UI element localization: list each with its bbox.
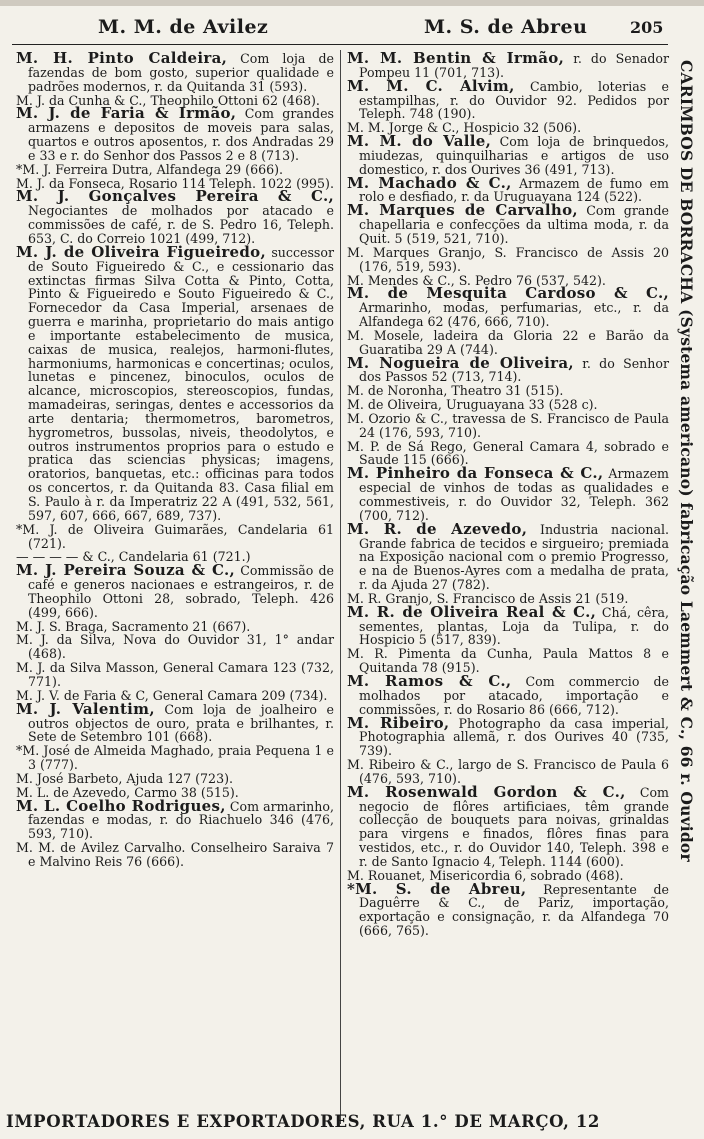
entry-name: M. Ramos & C., bbox=[347, 671, 512, 690]
directory-entry bbox=[347, 132, 669, 177]
entry-name: M. R. Pimenta da Cunha, bbox=[347, 646, 533, 662]
directory-entry bbox=[16, 841, 334, 869]
directory-entry bbox=[347, 329, 669, 357]
entry-details: Com negocio de flôres artificiaes, têm grande collecção de bouquets para noivas, grinaldas para virgens e finados, flôres finas para vestidos, etc., r. do Ouvidor 140, Teleph. 398 e r. de Santo Ignacio 4, Teleph. 1144 (600). bbox=[359, 784, 669, 869]
entry-details: Com grande chapellaria e confecções da ultima moda, r. da Quit. 5 (519, 521, 710). bbox=[359, 203, 670, 246]
right-column bbox=[347, 49, 670, 939]
entry-details: Negociantes de molhados por atacado e commissões de café, r. de S. Pedro 16, Teleph. 653, C. do Correio 1021 (499, 712). bbox=[28, 203, 334, 246]
column-divider bbox=[340, 50, 341, 1124]
entry-details: r. do Senador Pompeu 11 (701, 713). bbox=[359, 51, 670, 80]
entry-name: M. Ozorio & C., bbox=[347, 410, 448, 426]
directory-entry bbox=[347, 76, 669, 122]
entry-details: S. Pedro 76 (537, 542). bbox=[454, 272, 606, 288]
entry-details: Com loja de fazendas de bom gosto, superior qualidade e padrões modernos, r. da Quitanda 31 (593). bbox=[28, 51, 334, 94]
entry-name: M. Rosenwald Gordon & C., bbox=[347, 782, 626, 801]
entry-details: General Camara 209 (734). bbox=[148, 687, 328, 703]
entry-name: *M. J. Ferreira Dutra, bbox=[16, 161, 153, 177]
entry-details: S. Francisco de Assis 21 (519. bbox=[432, 590, 629, 606]
entry-details: Cambio, loterias e estampilhas, r. do Ouvidor 92. Pedidos por Teleph. 748 (190). bbox=[359, 78, 669, 122]
page-header bbox=[0, 8, 670, 44]
directory-entry bbox=[347, 384, 669, 398]
entry-details: Misericordia 6, sobrado (468). bbox=[425, 867, 624, 883]
entry-name: M. Ribeiro, bbox=[347, 713, 450, 732]
directory-entry bbox=[347, 519, 669, 593]
directory-entry bbox=[16, 523, 334, 551]
entry-details: Armazem especial de vinhos de todas as qualidades e commestiveis, r. do Ouvidor 32, Teleph. 362 (700, 712). bbox=[359, 466, 669, 523]
entry-name: M. H. Pinto Caldeira, bbox=[16, 49, 228, 67]
entry-details: Theophilo Ottoni 62 (468). bbox=[146, 92, 320, 108]
entry-details: Com loja de brinquedos, miudezas, quinquilharias e artigos de uso domestico, r. dos Ourives 36 (491, 713). bbox=[359, 134, 669, 177]
entry-name: M. L. Coelho Rodrigues, bbox=[16, 796, 226, 815]
directory-entry bbox=[347, 49, 670, 80]
directory-entry bbox=[16, 744, 334, 772]
directory-entry bbox=[347, 412, 669, 440]
header-right: M. S. de Abreu bbox=[424, 16, 588, 38]
header-left: M. M. de Avilez bbox=[98, 16, 269, 38]
directory-entry bbox=[16, 661, 334, 689]
entry-name: M. Pinheiro da Fonseca & C., bbox=[347, 464, 604, 483]
entry-name: *M. S. de Abreu, bbox=[347, 879, 527, 898]
entry-name: M. J. Valentim, bbox=[16, 699, 155, 718]
directory-entry bbox=[347, 671, 669, 717]
entry-name: M. Mosele, bbox=[347, 327, 424, 343]
entry-name: M. J. de Faria & Irmão, bbox=[16, 104, 237, 123]
entry-name: M. Mendes & C., bbox=[347, 272, 455, 288]
entry-name: M. J. da Cunha & C., bbox=[16, 92, 147, 108]
entry-name: M. R. de Azevedo, bbox=[347, 519, 528, 538]
entry-name: M. J. S. Braga, bbox=[16, 618, 108, 634]
entry-details: Paula Mattos 8 e Quitanda 78 (915). bbox=[359, 646, 669, 676]
directory-entry bbox=[16, 163, 334, 177]
entry-details: Uruguayana 33 (528 c). bbox=[441, 397, 598, 413]
entry-name: M. M. de Avilez Carvalho. bbox=[16, 840, 186, 856]
top-edge bbox=[0, 0, 704, 6]
directory-entry bbox=[16, 49, 334, 94]
directory-entry bbox=[347, 173, 669, 205]
entry-name: M. J. Pereira Souza & C., bbox=[16, 561, 236, 580]
entry-details: Hospicio 32 (506). bbox=[459, 120, 582, 136]
directory-entry bbox=[16, 104, 334, 163]
page-number: 205 bbox=[630, 18, 664, 37]
entry-details: successor de Souto Figueiredo & C., e cessionario das extinctas firmas Silva Cotta & Pinto, Cotta, Pinto & Figueiredo e Souto Figueiredo & C., Fornecedor da Casa Imperial, arsenaes de guerra e marinha, proprietario do mais antigo e importante estabelecimento de musica, caixas de musica, realejos, harmoni-flutes, harmoniums, harmonicas e concertinas; oculos, lunetas e pincenez, binoculos, oculos de alcance, microscopios, stereoscopios, fundas, mamadeiras, seringas, dentes e accessorios da arte dentaria; thermometros, barometros, hygrometros, bussolas, niveis, theodolytos, e outros instrumentos proprios para o estudo e pratica das sciencias physicas; imagens, oratorios, banquetas, etc.: officinas para todos os concertos, r. da Quitanda 83. Casa filial em S. Paulo à r. da Imperatriz 22 A (491, 532, 561, 597, 607, 666, 667, 689, 737). bbox=[28, 244, 334, 523]
directory-entry bbox=[347, 758, 669, 786]
directory-entry bbox=[16, 620, 334, 634]
entry-name: M. L. de Azevedo, bbox=[16, 784, 131, 800]
entry-details: praia Pequena 1 e 3 (777). bbox=[28, 743, 334, 773]
entry-name: M. J. da Silva Masson, bbox=[16, 660, 159, 676]
directory-entry bbox=[16, 699, 334, 745]
entry-name: M. R. Granjo, bbox=[347, 590, 433, 606]
entry-details: Com grandes armazens e depositos de moveis para salas, quartos e outros aposentos, r. dos Andradas 29 e 33 e r. do Senhor dos Passos 2 e 8 (713). bbox=[28, 106, 334, 163]
entry-details: Armazem de fumo em rolo e desfiado, r. da Uruguayana 124 (522). bbox=[359, 175, 669, 205]
entry-details: Rosario 114 Teleph. 1022 (995). bbox=[124, 175, 334, 191]
entry-name: M. P. de Sá Rego, bbox=[347, 438, 467, 454]
entry-details: Alfandega 29 (666). bbox=[152, 161, 284, 177]
directory-entry bbox=[347, 602, 669, 648]
entry-details: Conselheiro Saraiva 7 e Malvino Reis 76 (666). bbox=[28, 840, 334, 869]
entry-details: Sacramento 21 (667). bbox=[107, 618, 251, 634]
entry-name: M. Marques de Carvalho, bbox=[347, 201, 578, 220]
directory-entry bbox=[347, 353, 670, 385]
entry-details: Armarinho, modas, perfumarias, etc., r. da Alfandega 62 (476, 666, 710). bbox=[359, 300, 669, 330]
entry-details: travessa de S. Francisco de Paula 24 (176, 593, 710). bbox=[359, 410, 669, 440]
entry-details: Industria nacional. Grande fabrica de tecidos e sirgueiro; premiada na Exposição nacional com o premio Progresso, e na de Buenos-Ayres com a medalha de prata, r. da Ajuda 27 (782). bbox=[359, 521, 669, 593]
directory-entry bbox=[347, 440, 669, 468]
entry-name: — — — — & C., bbox=[16, 549, 115, 565]
entry-details: Theatro 31 (515). bbox=[447, 383, 564, 399]
entry-details: Representante de Daguêrre & C., de Pariz, importação, exportação e consignação, r. da Alfandega 70 (666, 765). bbox=[359, 881, 670, 939]
entry-name: M. de Noronha, bbox=[347, 383, 448, 399]
entry-name: M. Nogueira de Oliveira, bbox=[347, 353, 574, 372]
entry-details: Com commercio de molhados por atacado, importação e commissões, r. do Rosario 86 (666, 712). bbox=[359, 673, 669, 717]
header-rule bbox=[12, 44, 668, 45]
entry-details: r. do Senhor dos Passos 52 (713, 714). bbox=[359, 355, 670, 385]
entry-details: Photographo da casa imperial, Photographia allemã, r. dos Ourives 40 (735, 739). bbox=[359, 715, 670, 759]
entry-name: M. Rouanet, bbox=[347, 867, 426, 883]
entry-details: S. Francisco de Assis 20 (176, 519, 593). bbox=[359, 244, 670, 274]
entry-details: General Camara 4, sobrado e Saude 115 (666). bbox=[359, 438, 669, 468]
directory-entry bbox=[347, 782, 669, 869]
directory-entry bbox=[16, 561, 335, 620]
entry-name: M. M. do Valle, bbox=[347, 132, 492, 151]
entry-name: M. J. da Fonseca, bbox=[16, 175, 125, 191]
entry-details: ladeira da Gloria 22 e Barão da Guaratiba 29 A (744). bbox=[359, 327, 669, 357]
entry-name: M. M. Jorge & C., bbox=[347, 120, 460, 136]
entry-name: M. de Oliveira, bbox=[347, 397, 442, 413]
directory-entry bbox=[347, 284, 669, 330]
directory-entry bbox=[16, 796, 334, 842]
footer-advert: IMPORTADORES E EXPORTADORES, RUA 1.° DE MARÇO, 12 bbox=[6, 1112, 601, 1131]
entry-name: *M. J. de Oliveira Guimarães, bbox=[16, 521, 228, 537]
entry-name: M. José Barbeto, bbox=[16, 770, 123, 786]
entry-name: M. R. de Oliveira Real & C., bbox=[347, 602, 597, 621]
entry-name: M. J. de Oliveira Figueiredo, bbox=[16, 242, 267, 261]
entry-name: M. J. Gonçalves Pereira & C., bbox=[16, 187, 334, 206]
entry-details: Candelaria 61 (721). bbox=[28, 521, 334, 551]
directory-entry bbox=[347, 398, 669, 412]
entry-name: M. Ribeiro & C., bbox=[347, 757, 454, 773]
directory-entry bbox=[347, 464, 669, 523]
entry-name: M. J. V. de Faria & C, bbox=[16, 687, 149, 703]
entry-details: Com loja de joalheiro e outros objectos de ouro, prata e brilhantes, r. Sete de Setembro 101 (668). bbox=[28, 701, 334, 745]
entry-name: M. M. C. Alvim, bbox=[347, 76, 515, 95]
entry-details: Candelaria 61 (721.) bbox=[114, 549, 251, 565]
entry-details: Carmo 38 (515). bbox=[130, 784, 239, 800]
entry-name: M. J. da Silva, bbox=[16, 632, 116, 648]
entry-details: Chá, cêra, sementes, plantas, Loja da Tulipa, r. do Hospicio 5 (517, 839). bbox=[359, 604, 669, 648]
directory-entry bbox=[347, 879, 670, 939]
entry-details: Nova do Ouvidor 31, 1° andar (468). bbox=[28, 632, 334, 662]
directory-entry bbox=[16, 633, 334, 661]
directory-entry bbox=[16, 187, 334, 246]
directory-entry bbox=[16, 772, 334, 786]
entry-details: General Camara 123 (732, 771). bbox=[28, 660, 334, 689]
entry-details: Com armarinho, fazendas e modas, r. do Riachuelo 346 (476, 593, 710). bbox=[28, 798, 334, 842]
entry-details: Ajuda 127 (723). bbox=[122, 770, 234, 786]
directory-entry bbox=[347, 647, 669, 675]
entry-name: M. Marques Granjo, bbox=[347, 244, 486, 260]
entry-name: *M. José de Almeida Maghado, bbox=[16, 743, 214, 759]
directory-entry bbox=[347, 713, 670, 759]
entry-name: M. Machado & C., bbox=[347, 173, 512, 192]
directory-entry bbox=[16, 242, 334, 523]
entry-details: Commissão de café e generos nacionaes e estrangeiros, r. de Theophilo Ottoni 28, sobrado, Teleph. 426 (499, 666). bbox=[28, 563, 335, 620]
left-column bbox=[16, 49, 335, 869]
entry-name: M. M. Bentin & Irmão, bbox=[347, 49, 565, 67]
directory-entry bbox=[347, 246, 669, 274]
entry-details: largo de S. Francisco de Paula 6 (476, 593, 710). bbox=[359, 757, 669, 786]
side-banner: CARIMBOS DE BORRACHA (Systema americano) fabricação Laemmert & C., 66 r. Ouvidor bbox=[677, 60, 696, 862]
entry-name: M. de Mesquita Cardoso & C., bbox=[347, 284, 669, 303]
directory-entry bbox=[347, 201, 670, 246]
